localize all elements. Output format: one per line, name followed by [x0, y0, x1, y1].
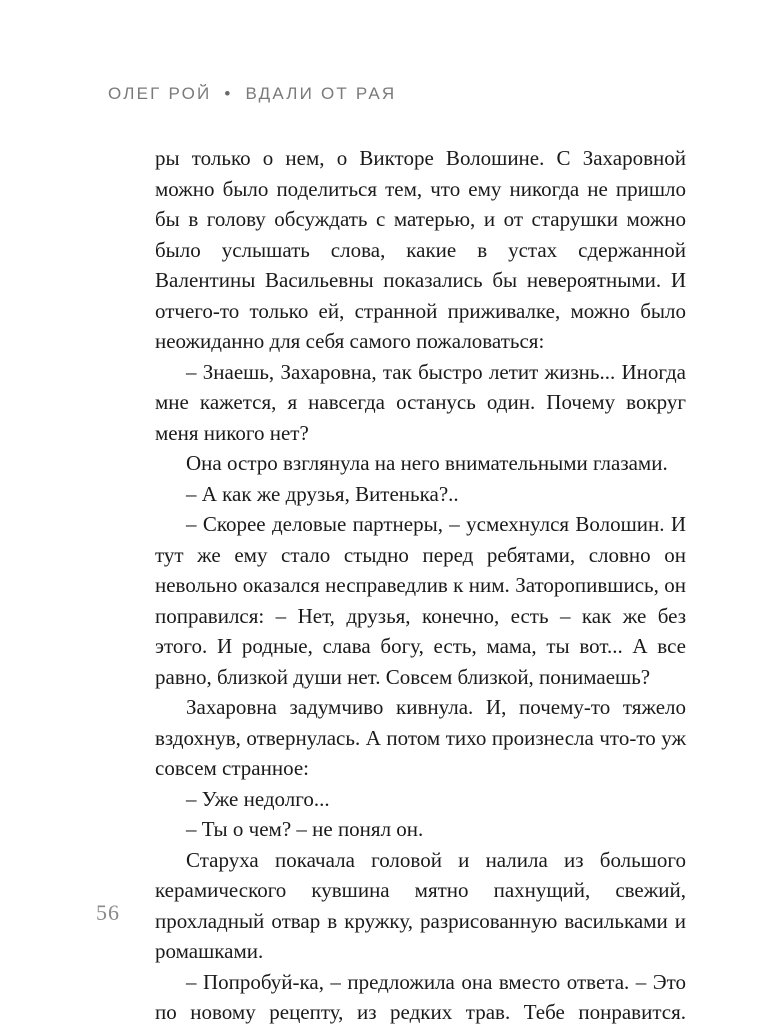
paragraph: ры только о нем, о Викторе Волошине. С Захаровной можно было поделиться тем, что ему никогда не пришло бы в голову обсуждать с матерью, и от старушки можно было услышать слова, какие в устах сдержанной Валентины Васильевны показались бы невероятными. И отчего-то только ей, странной приживалке, можно было неожиданно для себя самого пожаловаться:	[155, 146, 686, 353]
running-head	[108, 84, 396, 104]
header-author: ОЛЕГ РОЙ	[108, 84, 212, 103]
page-number: 56	[96, 900, 120, 925]
paragraph: – Скорее деловые партнеры, – усмехнулся Волошин. И тут же ему стало стыдно перед ребятами, словно он невольно оказался несправедлив к ним. Заторопившись, он поправился: – Нет, друзья, конечно, есть – как же без этого. И родные, слава богу, есть, мама, ты вот... А все равно, близкой души нет. Совсем близкой, понимаешь?	[155, 512, 686, 689]
paragraph: – Уже недолго...	[186, 786, 330, 811]
paragraph: – Знаешь, Захаровна, так быстро летит жизнь... Иногда мне кажется, я навсегда останусь один. Почему вокруг меня никого нет?	[155, 359, 686, 445]
header-book-title: ВДАЛИ ОТ РАЯ	[245, 84, 397, 103]
paragraph: – А как же друзья, Витенька?..	[186, 481, 459, 506]
paragraph: Старуха покачала головой и налила из большого керамического кувшина мятно пахнущий, свежий, прохладный отвар в кружку, разрисованную васильками и ромашками.	[155, 847, 686, 963]
paragraph: – Попробуй-ка, – предложила она вместо ответа. – Это по новому рецепту, из редких трав. Тебе понравится.	[155, 969, 686, 1024]
body-text	[155, 143, 686, 1028]
paragraph: Она остро взглянула на него внимательными глазами.	[186, 451, 668, 475]
paragraph: – Ты о чем? – не понял он.	[186, 817, 424, 841]
paragraph: Захаровна задумчиво кивнула. И, почему-то тяжело вздохнув, отвернулась. А потом тихо произнесла что-то уж совсем странное:	[155, 695, 686, 780]
header-separator: •	[224, 84, 233, 103]
